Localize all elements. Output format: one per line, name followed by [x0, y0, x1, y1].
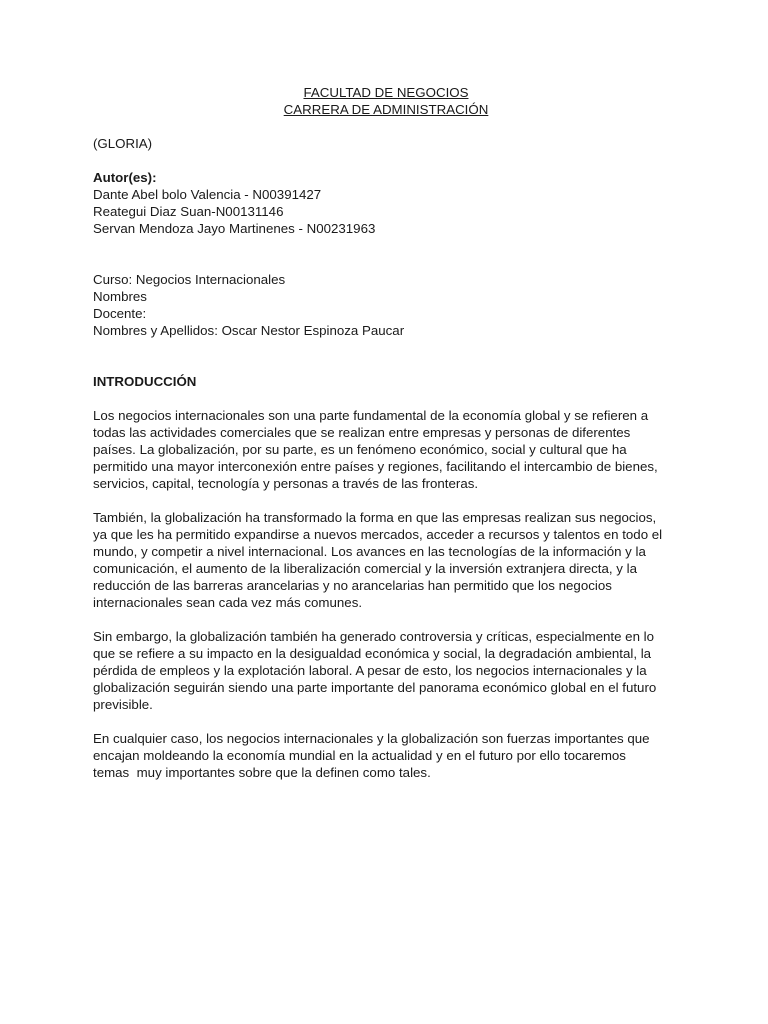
paragraph-line: comunicación, el aumento de la liberalización comercial y la inversión extranjera directa, y la [93, 561, 637, 576]
course-line: Curso: Negocios Internacionales [93, 272, 286, 287]
paragraph-line: países. La globalización, por su parte, es un fenómeno económico, social y cultural que ha [93, 442, 627, 457]
paragraph-line: que se refiere a su impacto en la desigualdad económica y social, la degradación ambiental, la [93, 646, 652, 661]
introduction-heading: INTRODUCCIÓN [93, 374, 197, 389]
paragraph-line: previsible. [93, 697, 153, 712]
paragraph-line: Sin embargo, la globalización también ha generado controversia y críticas, especialmente en lo [93, 629, 655, 644]
career-title: CARRERA DE ADMINISTRACIÓN [283, 102, 489, 117]
paragraph-line: servicios, capital, tecnología y personas a través de las fronteras. [93, 476, 479, 491]
teacher-label: Docente: [93, 306, 147, 321]
teacher-name: Nombres y Apellidos: Oscar Nestor Espinoza Paucar [93, 323, 405, 338]
paragraph-line: permitido una mayor interconexión entre países y regiones, facilitando el intercambio de bienes, [93, 459, 658, 474]
paragraph-line: mundo, y competir a nivel internacional. Los avances en las tecnologías de la información y la [93, 544, 646, 559]
paragraph-line: globalización seguirán siendo una parte importante del panorama económico global en el futuro [93, 680, 657, 695]
paragraph-line: todas las actividades comerciales que se realizan entre empresas y personas de diferentes [93, 425, 631, 440]
intro-paragraph-1 [93, 407, 679, 492]
author-name: Servan Mendoza Jayo Martinenes - N00231963 [93, 221, 376, 236]
paragraph-line: reducción de las barreras arancelarias y no arancelarias han permitido que los negocios [93, 578, 612, 593]
intro-paragraph-4 [93, 730, 679, 781]
paragraph-line: encajan moldeando la economía mundial en la actualidad y en el futuro por ello tocaremos [93, 748, 626, 763]
author-name: Dante Abel bolo Valencia - N00391427 [93, 187, 322, 202]
intro-paragraph-3 [93, 628, 679, 713]
paragraph-line: También, la globalización ha transformado la forma en que las empresas realizan sus negocios, [93, 510, 657, 525]
intro-paragraph-2 [93, 509, 679, 611]
paragraph-line: ya que les ha permitido expandirse a nuevos mercados, acceder a recursos y talentos en todo el [93, 527, 663, 542]
authors-label: Autor(es): [93, 170, 157, 185]
paragraph-line: Los negocios internacionales son una parte fundamental de la economía global y se refieren a [93, 408, 649, 423]
paragraph-line: En cualquier caso, los negocios internacionales y la globalización son fuerzas importantes que [93, 731, 650, 746]
paragraph-line: temas muy importantes sobre que la definen como tales. [93, 765, 431, 780]
document-page [93, 84, 679, 781]
faculty-title: FACULTAD DE NEGOCIOS [303, 85, 469, 100]
paragraph-line: internacionales sean cada vez más comunes. [93, 595, 363, 610]
names-label: Nombres [93, 289, 147, 304]
company-name: (GLORIA) [93, 136, 153, 151]
paragraph-line: pérdida de empleos y la explotación laboral. A pesar de esto, los negocios internacionales y la [93, 663, 647, 678]
author-name: Reategui Diaz Suan-N00131146 [93, 204, 284, 219]
